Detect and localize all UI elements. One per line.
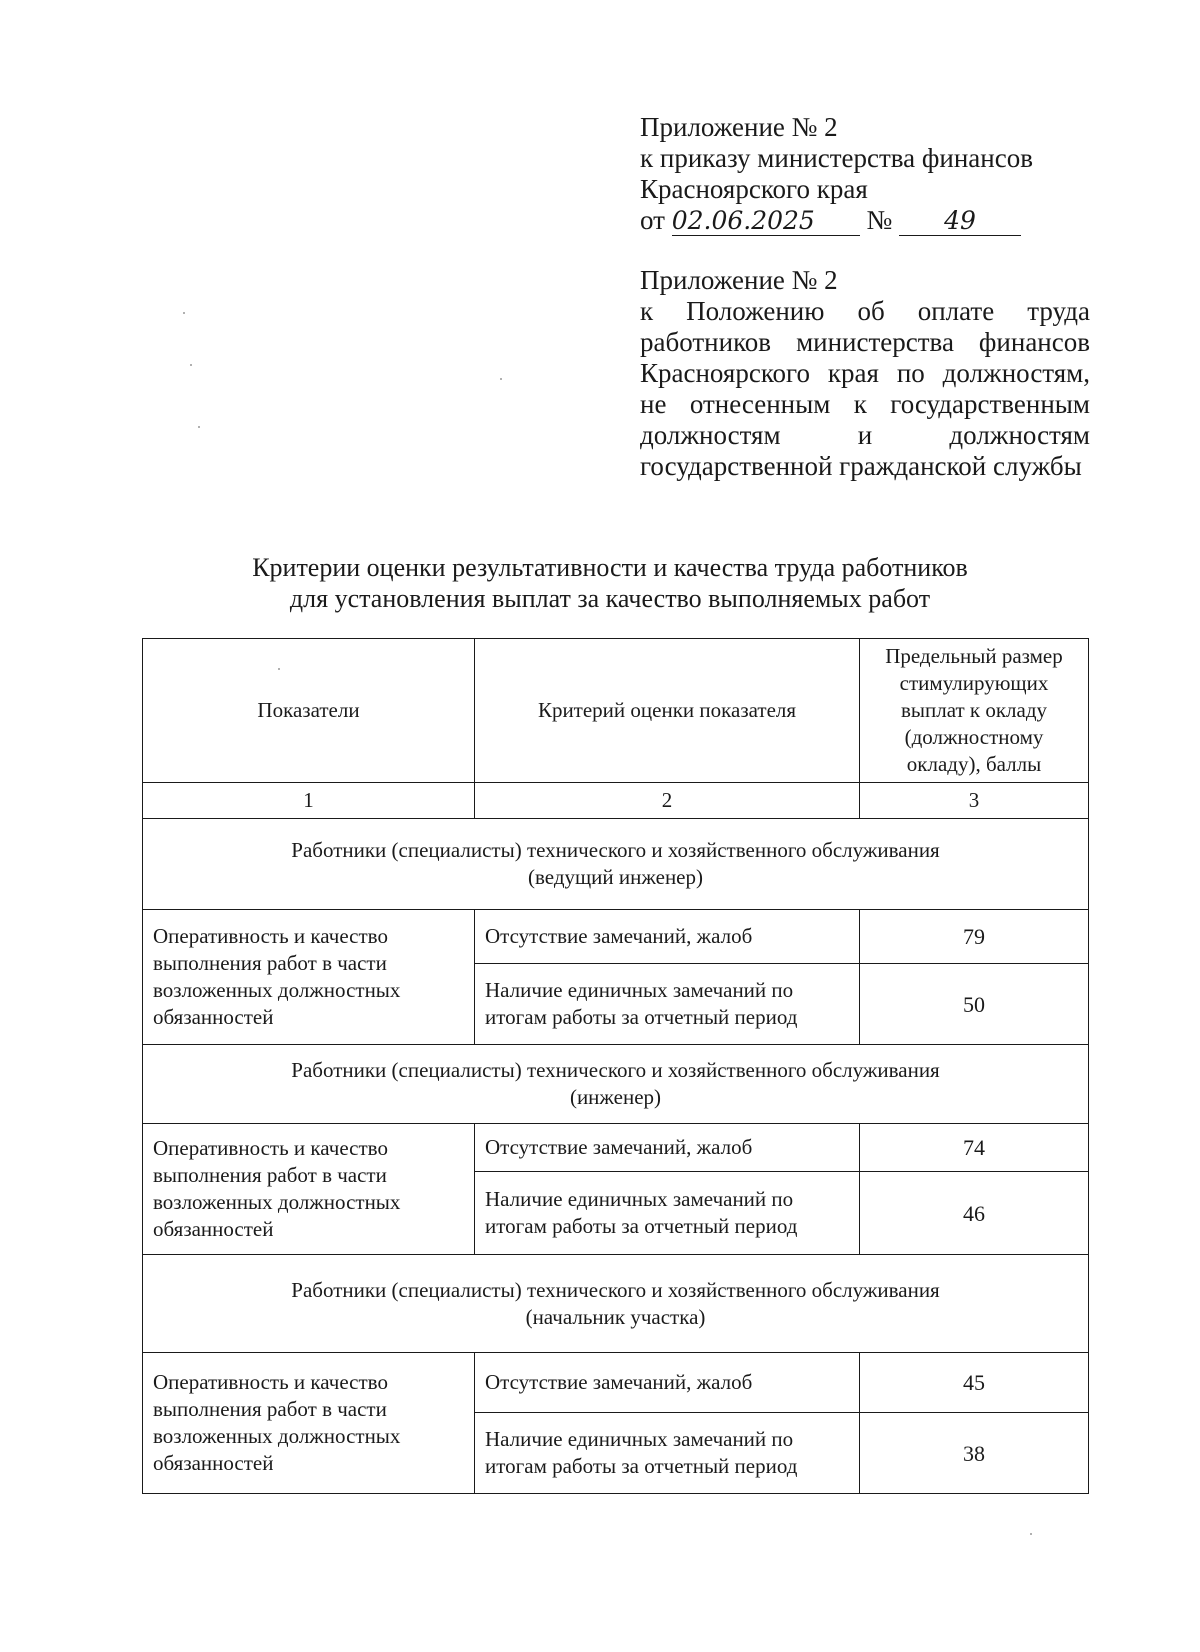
appendix-regulation-line: Красноярского края по должностям, bbox=[640, 358, 1090, 388]
indicator-cell: Оперативность и качество выполнения работ в части возложенных должностных обязанностей bbox=[143, 1353, 475, 1494]
criterion-cell: Отсутствие замечаний, жалоб bbox=[475, 1124, 860, 1172]
header-indicators: Показатели bbox=[143, 639, 475, 783]
section-heading-row bbox=[143, 819, 1089, 910]
document-title-line2: для установления выплат за качество выполняемых работ bbox=[289, 584, 931, 613]
section-heading bbox=[143, 1045, 1089, 1124]
table-row bbox=[143, 1124, 1089, 1172]
section-heading-line2: (ведущий инженер) bbox=[528, 865, 703, 889]
table-row bbox=[143, 910, 1089, 964]
section-heading-line2: (начальник участка) bbox=[525, 1304, 706, 1329]
criterion-cell: Наличие единичных замечаний по итогам работы за отчетный период bbox=[475, 1172, 860, 1255]
header-row bbox=[143, 639, 1089, 783]
section-heading-row bbox=[143, 1255, 1089, 1353]
appendix-order-block bbox=[640, 112, 1090, 236]
document-title bbox=[140, 552, 1080, 614]
appendix-order-date-line bbox=[640, 205, 1090, 236]
appendix-regulation-line: к Положению об оплате труда bbox=[640, 296, 1090, 326]
criterion-cell: Отсутствие замечаний, жалоб bbox=[475, 910, 860, 964]
criterion-cell: Наличие единичных замечаний по итогам работы за отчетный период bbox=[475, 1413, 860, 1494]
indicator-cell: Оперативность и качество выполнения работ в части возложенных должностных обязанностей bbox=[143, 1124, 475, 1255]
criteria-table bbox=[142, 638, 1089, 1494]
scan-speck bbox=[1030, 1533, 1032, 1535]
points-cell: 79 bbox=[860, 910, 1089, 964]
handwritten-number: 49 bbox=[944, 206, 976, 235]
column-number: 1 bbox=[143, 783, 475, 819]
scan-speck bbox=[500, 378, 502, 380]
appendix-regulation-line: должностям и должностям bbox=[640, 420, 1090, 450]
appendix-order-line2: к приказу министерства финансов bbox=[640, 143, 1033, 173]
appendix-order-title: Приложение № 2 bbox=[640, 112, 838, 142]
points-cell: 46 bbox=[860, 1172, 1089, 1255]
header-max-points: Предельный размер стимулирующих выплат к окладу (должностному окладу), баллы bbox=[860, 639, 1089, 783]
scan-speck bbox=[198, 426, 200, 428]
handwritten-date: 02.06.2025 bbox=[671, 206, 815, 235]
points-cell: 74 bbox=[860, 1124, 1089, 1172]
handwritten-date-field bbox=[672, 205, 860, 236]
column-number: 2 bbox=[475, 783, 860, 819]
scan-speck bbox=[183, 312, 185, 314]
points-cell: 50 bbox=[860, 964, 1089, 1045]
criterion-cell: Наличие единичных замечаний по итогам работы за отчетный период bbox=[475, 964, 860, 1045]
section-heading-row bbox=[143, 1045, 1089, 1124]
date-prefix: от bbox=[640, 205, 665, 235]
scan-speck bbox=[190, 364, 192, 366]
section-heading-line1: Работники (специалисты) технического и хозяйственного обслуживания bbox=[291, 1277, 940, 1302]
section-heading-line2: (инженер) bbox=[569, 1085, 662, 1109]
section-heading bbox=[143, 1255, 1089, 1353]
appendix-regulation-title: Приложение № 2 bbox=[640, 265, 838, 295]
handwritten-number-field bbox=[899, 205, 1021, 236]
points-cell: 45 bbox=[860, 1353, 1089, 1413]
appendix-regulation-last-line: государственной гражданской службы bbox=[640, 451, 1082, 481]
section-heading-line1: Работники (специалисты) технического и хозяйственного обслуживания bbox=[291, 1058, 940, 1082]
appendix-regulation-block bbox=[640, 265, 1090, 482]
appendix-regulation-line: не отнесенным к государственным bbox=[640, 389, 1090, 419]
appendix-order-line3: Красноярского края bbox=[640, 174, 868, 204]
header-criterion: Критерий оценки показателя bbox=[475, 639, 860, 783]
section-heading bbox=[143, 819, 1089, 910]
criterion-cell: Отсутствие замечаний, жалоб bbox=[475, 1353, 860, 1413]
column-number-row bbox=[143, 783, 1089, 819]
table-row bbox=[143, 1353, 1089, 1413]
number-label: № bbox=[866, 205, 893, 235]
appendix-regulation-line: работников министерства финансов bbox=[640, 327, 1090, 357]
document-title-line1: Критерии оценки результативности и качества труда работников bbox=[252, 553, 968, 582]
column-number: 3 bbox=[860, 783, 1089, 819]
points-cell: 38 bbox=[860, 1413, 1089, 1494]
indicator-cell: Оперативность и качество выполнения работ в части возложенных должностных обязанностей bbox=[143, 910, 475, 1045]
section-heading-line1: Работники (специалисты) технического и хозяйственного обслуживания bbox=[291, 838, 940, 862]
